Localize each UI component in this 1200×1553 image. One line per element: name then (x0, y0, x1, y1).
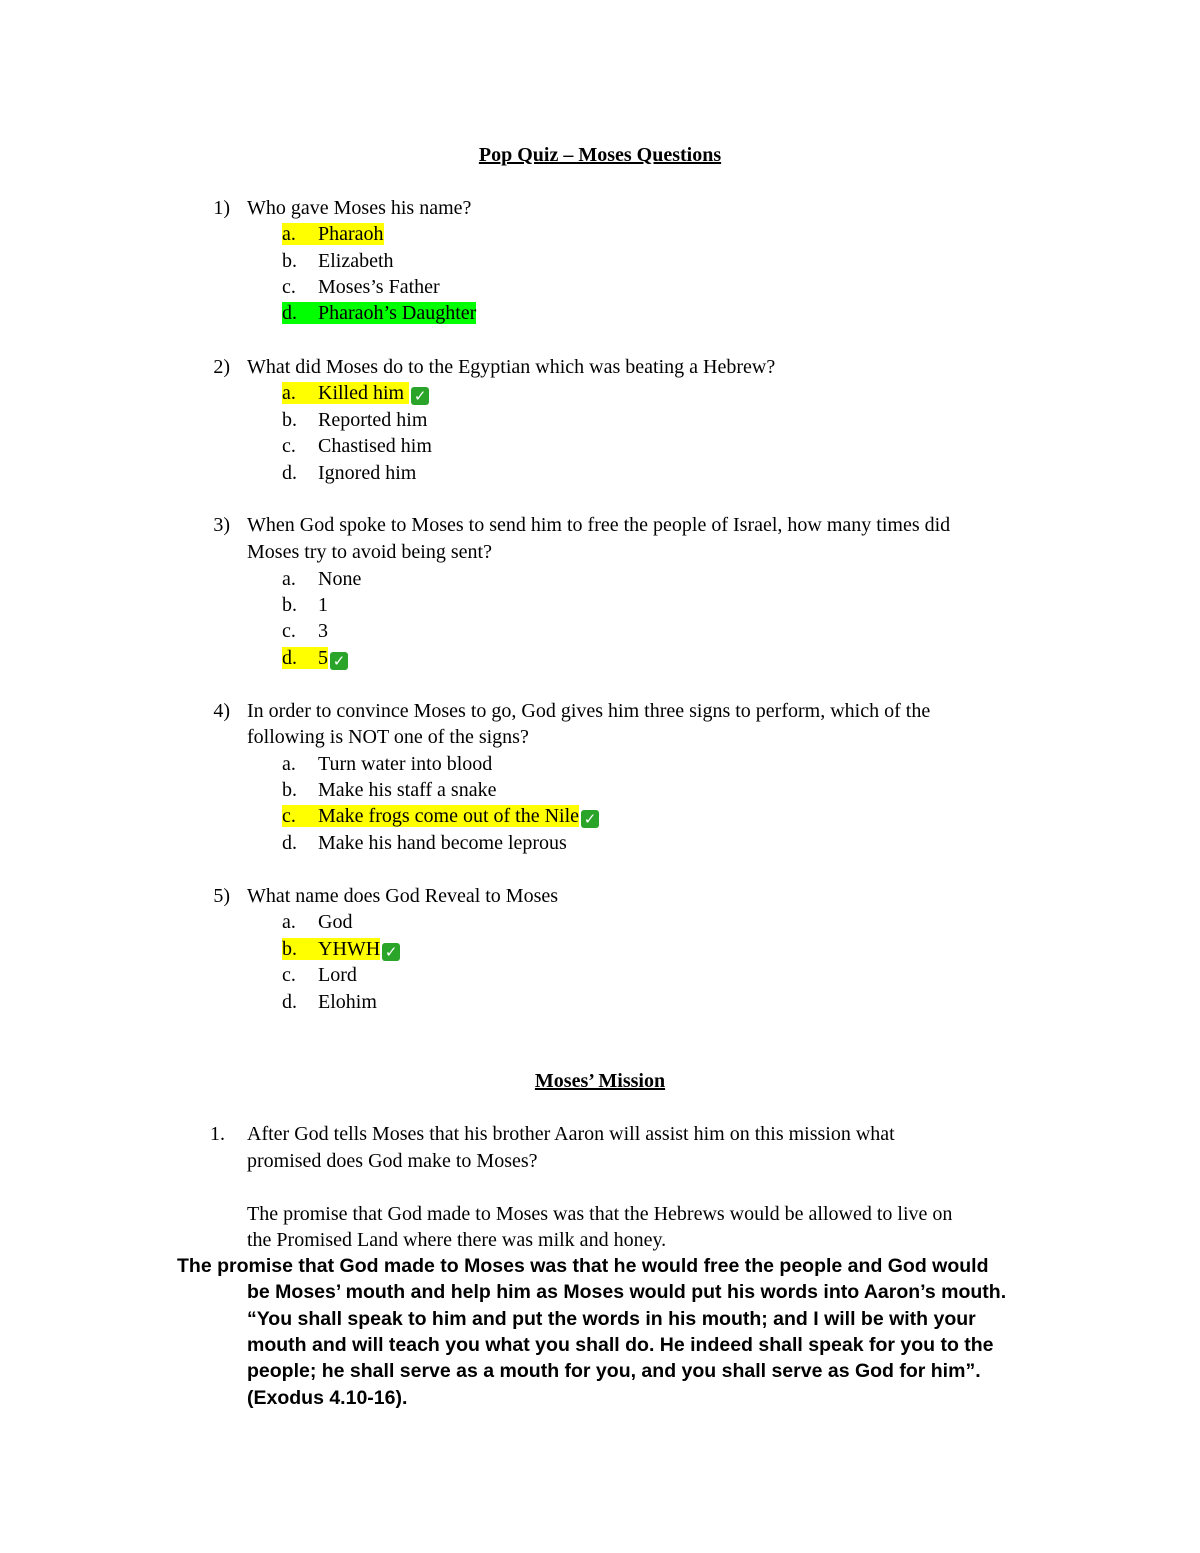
option-letter: c. (282, 620, 296, 642)
option-highlight (282, 938, 380, 960)
option-row (282, 460, 416, 486)
option-row (282, 803, 599, 829)
bold-answer-line: mouth and will teach you what you shall do. He indeed shall speak for you to the (247, 1334, 994, 1356)
option-text: YHWH (318, 938, 381, 960)
question-text: Moses try to avoid being sent? (247, 541, 492, 563)
option-highlight (282, 462, 416, 484)
option-text: Ignored him (318, 462, 417, 484)
mission-question-line: After God tells Moses that his brother Aaron will assist him on this mission what (247, 1123, 895, 1145)
option-letter: d. (282, 991, 297, 1013)
check-mark-icon: ✓ (411, 387, 429, 405)
bold-answer-line: (Exodus 4.10-16). (247, 1387, 408, 1409)
option-highlight (282, 911, 352, 933)
option-row (282, 300, 476, 326)
option-row (282, 777, 496, 803)
option-row (282, 221, 384, 247)
option-row (282, 566, 361, 592)
option-letter: c. (282, 276, 296, 298)
option-letter: b. (282, 779, 297, 801)
option-row (282, 751, 492, 777)
question-text: When God spoke to Moses to send him to free the people of Israel, how many times did (247, 514, 951, 536)
option-row (282, 407, 427, 433)
option-letter: d. (282, 462, 297, 484)
option-letter: b. (282, 938, 297, 960)
option-highlight (282, 964, 357, 986)
option-row (282, 592, 328, 618)
option-highlight (282, 409, 427, 431)
question-text: What name does God Reveal to Moses (247, 885, 559, 907)
option-highlight (282, 753, 492, 775)
option-row (282, 989, 377, 1015)
question-text: following is NOT one of the signs? (247, 726, 529, 748)
option-letter: a. (282, 568, 296, 590)
option-letter: a. (282, 223, 296, 245)
option-row (282, 645, 348, 671)
option-text: Elohim (318, 991, 377, 1013)
option-text: Chastised him (318, 435, 432, 457)
option-letter: b. (282, 250, 297, 272)
question-text: Who gave Moses his name? (247, 197, 472, 219)
option-letter: b. (282, 409, 297, 431)
option-highlight (282, 647, 328, 669)
option-text: Make his hand become leprous (318, 832, 567, 854)
quiz-title: Pop Quiz – Moses Questions (478, 144, 722, 166)
option-letter: c. (282, 805, 296, 827)
bold-answer-line: The promise that God made to Moses was that he would free the people and God would (177, 1255, 989, 1277)
bold-answer-line: “You shall speak to him and put the words in his mouth; and I will be with your (247, 1308, 976, 1330)
option-row (282, 962, 357, 988)
option-highlight (282, 779, 496, 801)
option-highlight (282, 276, 440, 298)
question-number: 2) (213, 356, 230, 378)
option-highlight (282, 991, 377, 1013)
option-highlight (282, 302, 476, 324)
option-highlight (282, 435, 432, 457)
option-row (282, 248, 394, 274)
option-text: 1 (318, 594, 328, 616)
question-number: 3) (213, 514, 230, 536)
option-letter: a. (282, 911, 296, 933)
option-text: Make his staff a snake (318, 779, 497, 801)
option-row (282, 936, 400, 962)
mission-answer-line: The promise that God made to Moses was that the Hebrews would be allowed to live on (247, 1203, 953, 1225)
option-letter: d. (282, 832, 297, 854)
option-text: Pharaoh’s Daughter (318, 302, 477, 324)
bold-answer-line: people; he shall serve as a mouth for you, and you shall serve as God for him”. (247, 1360, 981, 1382)
option-highlight (282, 805, 579, 827)
mission-answer-line: the Promised Land where there was milk and honey. (247, 1229, 667, 1251)
option-letter: d. (282, 302, 297, 324)
question-text: In order to convince Moses to go, God gives him three signs to perform, which of the (247, 700, 931, 722)
option-text: Make frogs come out of the Nile (318, 805, 580, 827)
option-letter: a. (282, 382, 296, 404)
option-highlight (282, 620, 328, 642)
mission-item-number: 1. (210, 1123, 225, 1145)
option-letter: b. (282, 594, 297, 616)
option-letter: a. (282, 753, 296, 775)
option-text: Turn water into blood (318, 753, 493, 775)
option-text: Reported him (318, 409, 428, 431)
option-row (282, 618, 328, 644)
check-mark-icon: ✓ (330, 652, 348, 670)
question-text: What did Moses do to the Egyptian which was beating a Hebrew? (247, 356, 776, 378)
option-row (282, 433, 432, 459)
option-text: None (318, 568, 362, 590)
question-number: 5) (213, 885, 230, 907)
option-letter: d. (282, 647, 297, 669)
option-text: 3 (318, 620, 328, 642)
option-row (282, 909, 352, 935)
option-text: Lord (318, 964, 357, 986)
question-number: 4) (213, 700, 230, 722)
mission-question-line: promised does God make to Moses? (247, 1150, 538, 1172)
question-number: 1) (213, 197, 230, 219)
option-text: Killed him (318, 382, 410, 404)
option-text: Moses’s Father (318, 276, 440, 298)
option-text: 5 (318, 647, 328, 669)
option-highlight (282, 832, 567, 854)
option-text: God (318, 911, 353, 933)
option-letter: c. (282, 964, 296, 986)
check-mark-icon: ✓ (581, 810, 599, 828)
option-highlight (282, 594, 328, 616)
option-text: Pharaoh (318, 223, 384, 245)
option-text: Elizabeth (318, 250, 394, 272)
mission-title: Moses’ Mission (534, 1070, 666, 1092)
option-row (282, 274, 440, 300)
option-row (282, 830, 567, 856)
option-highlight (282, 223, 384, 245)
option-highlight (282, 382, 409, 404)
bold-answer-line: be Moses’ mouth and help him as Moses would put his words into Aaron’s mouth. (247, 1281, 1007, 1303)
option-letter: c. (282, 435, 296, 457)
check-mark-icon: ✓ (382, 943, 400, 961)
option-highlight (282, 250, 394, 272)
option-highlight (282, 568, 361, 590)
option-row (282, 380, 429, 406)
